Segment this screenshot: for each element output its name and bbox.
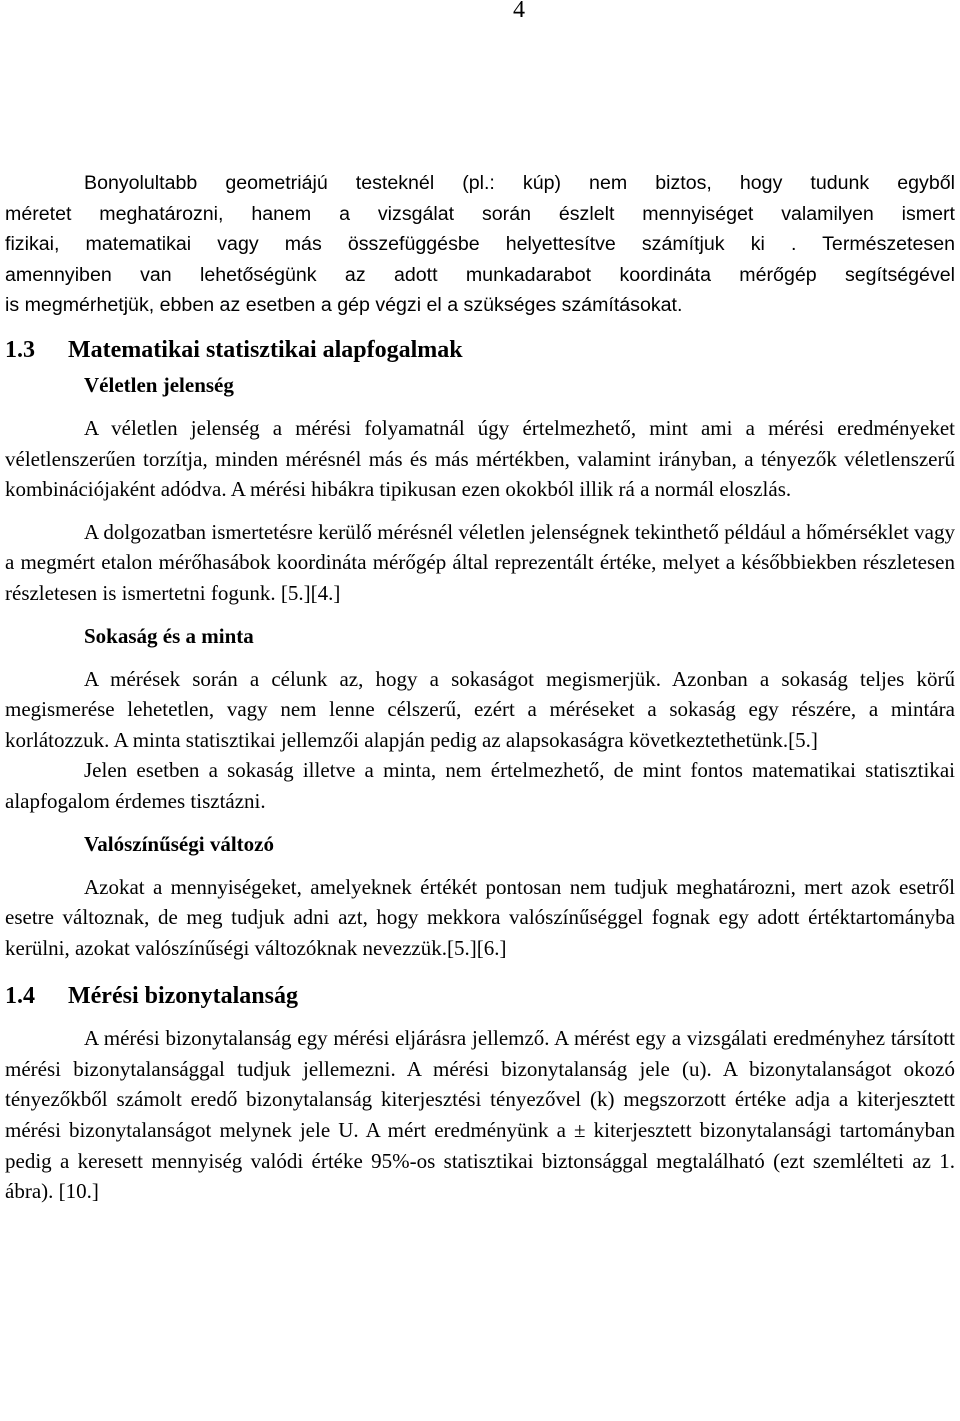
section-number: 1.4 (5, 983, 35, 1010)
intro-line: is megmérhetjük, ebben az esetben a gép végzi el a szükséges számításokat. (5, 294, 683, 317)
subsection-heading-population: Sokaság és a minta (84, 623, 254, 648)
paragraph: Jelen esetben a sokaság illetve a minta, nem értelmezhető, de mint fontos matematikai statisztikai alapfogalom érdemes tisztázni. (5, 758, 955, 813)
intro-line: fizikai, matematikai vagy más összefüggésbe helyettesítve számítjuk ki . Természetesen (5, 233, 955, 256)
paragraph: Azokat a mennyiségeket, amelyeknek értékét pontosan nem tudjuk meghatározni, mert azok esetről esetre változnak, de meg tudjuk adni azt, hogy mekkora valószínűséggel fognak egy adott értéktartományba kerülni, azokat valószínűségi változóknak nevezzük.[5.][6.] (5, 874, 955, 960)
subsection-heading-variable: Valószínűségi változó (84, 831, 274, 856)
section-heading-1-3 (5, 335, 955, 365)
page-number: 4 (513, 0, 525, 23)
intro-line: Bonyolultabb geometriájú testeknél (pl.: kúp) nem biztos, hogy tudunk egyből (84, 172, 955, 194)
document-body (5, 168, 955, 1207)
paragraph: A mérések során a célunk az, hogy a sokaságot megismerjük. Azonban a sokaság teljes körű megismerése lehetetlen, vagy nem lenne célszerű, ezért a méréseket a sokaság egy részére, a mintára korlátozzuk. A minta statisztikai jellemzői alapján pedig az alapsokaságra következtethetünk.[5.] (5, 666, 955, 752)
section-title: Mérési bizonytalanság (68, 983, 298, 1010)
paragraph: A véletlen jelenség a mérési folyamatnál úgy értelmezhető, mint ami a mérési eredményeket véletlenszerűen torzítja, minden mérésnél más és más mértékben, valamint irányban, a tényezők véletlenszerű kombinációjaként adódva. A mérési hibákra tipikusan ezen okokból illik rá a normál eloszlás. (5, 415, 955, 502)
section-heading-1-4 (5, 981, 955, 1011)
section-title: Matematikai statisztikai alapfogalmak (68, 336, 463, 363)
paragraph: A dolgozatban ismertetésre kerülő mérésnél véletlen jelenségnek tekinthető például a hőmérséklet vagy a megmért etalon mérőhasábok koordináta mérőgép által reprezentált értéke, melyet a későbbiekben részletesen részletesen is ismertetni fogunk. [5.][4.] (5, 519, 955, 605)
section-number: 1.3 (5, 336, 35, 363)
intro-line: amennyiben van lehetőségünk az adott munkadarabot koordináta mérőgép segítségével (5, 263, 955, 286)
intro-paragraph (5, 168, 955, 321)
paragraph: A mérési bizonytalanság egy mérési eljárásra jellemző. A mérést egy a vizsgálati eredményhez társított mérési bizonytalansággal tudjuk jellemezni. A mérési bizonytalanság jele (u). A bizonytalanságot okozó tényezőkből számolt eredő bizonytalanság kiterjesztési tényezővel (k) megszorzott értéke adja a kiterjesztett mérési bizonytalanságot melynek jele U. A mért eredményünk a ± kiterjesztett bizonytalansági tartományban pedig a keresett mennyiség valódi értéke 95%-os statisztikai biztonsággal megtalálható (ezt szemlélteti az 1. ábra). [10.] (5, 1026, 955, 1204)
intro-line: méretet meghatározni, hanem a vizsgálat során észlelt mennyiséget valamilyen ismert (5, 202, 955, 225)
subsection-heading-random: Véletlen jelenség (84, 372, 234, 397)
